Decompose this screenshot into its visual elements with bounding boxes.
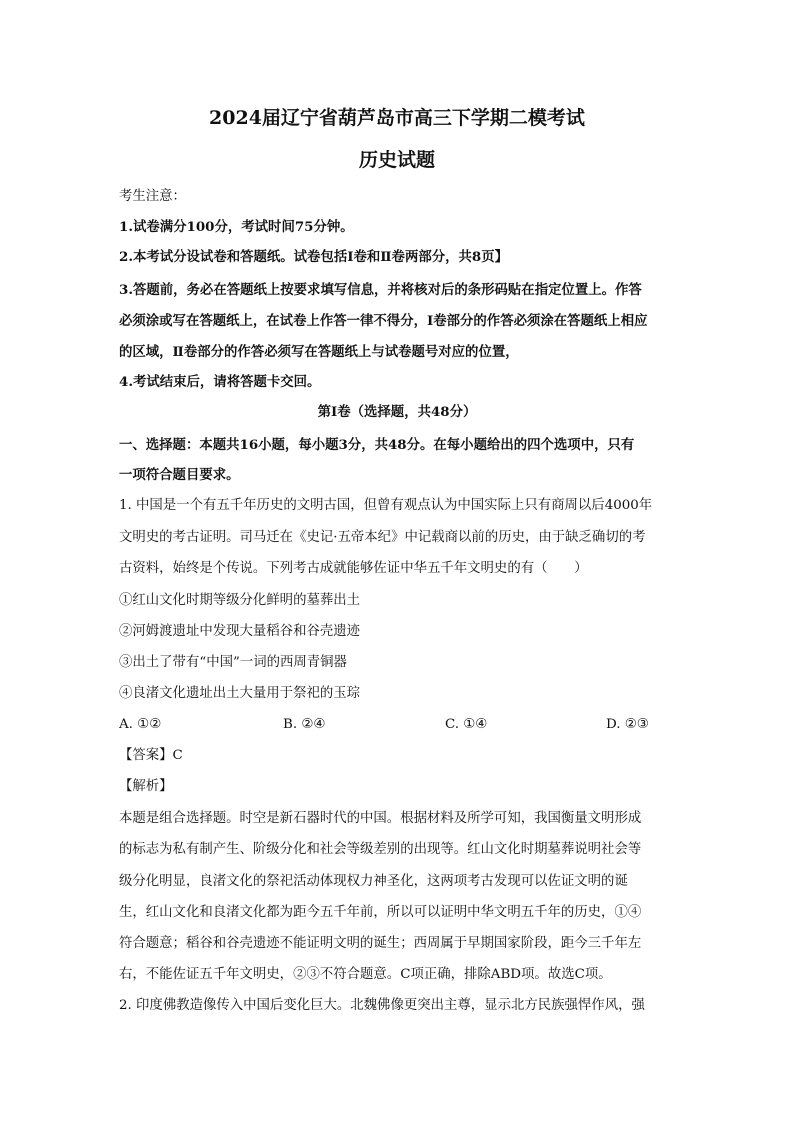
section-instruction: 一、选择题：本题共16小题，每小题3分，共48分。在每小题给出的四个选项中，只有 bbox=[119, 437, 635, 453]
question-1-statement: ④良渚文化遗址出土大量用于祭祀的玉琮 bbox=[119, 686, 361, 701]
analysis-label: 【解析】 bbox=[119, 779, 173, 794]
question-1-stem: 古资料，始终是个传说。下列考古成就能够佐证中华五千年文明史的有（ ） bbox=[119, 561, 588, 576]
question-1-statement: ②河姆渡遗址中发现大量稻谷和谷壳遗迹 bbox=[119, 624, 361, 639]
question-1-stem: 1. 中国是一个有五千年历史的文明古国，但曾有观点认为中国实际上只有商周以后4000年 bbox=[119, 498, 653, 513]
section-heading: 第Ⅰ卷（选择题，共48分） bbox=[317, 404, 477, 420]
analysis-text: 本题是组合选择题。时空是新石器时代的中国。根据材料及所学可知，我国衡量文明形成 bbox=[119, 811, 642, 826]
analysis-text: 生，红山文化和良渚文化都为距今五千年前，所以可以证明中华文明五千年的历史，①④ bbox=[119, 905, 642, 920]
analysis-text: 符合题意；稻谷和谷壳遗迹不能证明文明的诞生；西周属于早期国家阶段，距今三千年左 bbox=[119, 936, 642, 951]
note-item: 必须涂或写在答题纸上，在试卷上作答一律不得分，Ⅰ卷部分的作答必须涂在答题纸上相应 bbox=[119, 313, 648, 329]
analysis-text: 右，不能佐证五千年文明史，②③不符合题意。C项正确，排除ABD项。故选C项。 bbox=[119, 967, 612, 982]
answer-line: 【答案】C bbox=[119, 748, 183, 763]
option-c: C. ①④ bbox=[445, 717, 488, 732]
analysis-text: 的标志为私有制产生、阶级分化和社会等级差别的出现等。红山文化时期墓葬说明社会等 bbox=[119, 842, 642, 857]
note-item: 2.本考试分设试卷和答题纸。试卷包括Ⅰ卷和Ⅱ卷两部分，共8页】 bbox=[119, 249, 508, 265]
note-item: 1.试卷满分100分，考试时间75分钟。 bbox=[119, 219, 354, 235]
document-subtitle: 历史试题 bbox=[358, 149, 435, 171]
question-1-stem: 文明史的考古证明。司马迁在《史记·五帝本纪》中记载商以前的历史，由于缺乏确切的考 bbox=[119, 530, 646, 545]
question-1-statement: ①红山文化时期等级分化鲜明的墓葬出土 bbox=[119, 593, 361, 608]
question-1-statement: ③出土了带有“中国”一词的西周青铜器 bbox=[119, 655, 347, 670]
question-2-stem: 2. 印度佛教造像传入中国后变化巨大。北魏佛像更突出主尊，显示北方民族强悍作风，强 bbox=[119, 998, 645, 1013]
option-b: B. ②④ bbox=[283, 717, 326, 732]
analysis-text: 级分化明显，良渚文化的祭祀活动体现权力神圣化，这两项考古发现可以佐证文明的诞 bbox=[119, 874, 628, 889]
note-item: 3.答题前，务必在答题纸上按要求填写信息，并将核对后的条形码贴在指定位置上。作答 bbox=[119, 282, 642, 298]
note-item: 4.考试结束后，请将答题卡交回。 bbox=[119, 374, 321, 390]
notes-label: 考生注意： bbox=[119, 189, 186, 204]
section-instruction: 一项符合题目要求。 bbox=[119, 467, 240, 483]
note-item: 的区域，Ⅱ卷部分的作答必须写在答题纸上与试卷题号对应的位置， bbox=[119, 344, 519, 360]
option-d: D. ②③ bbox=[606, 717, 649, 732]
document-title: 2024届辽宁省葫芦岛市高三下学期二模考试 bbox=[209, 107, 585, 129]
option-a: A. ①② bbox=[119, 717, 162, 732]
